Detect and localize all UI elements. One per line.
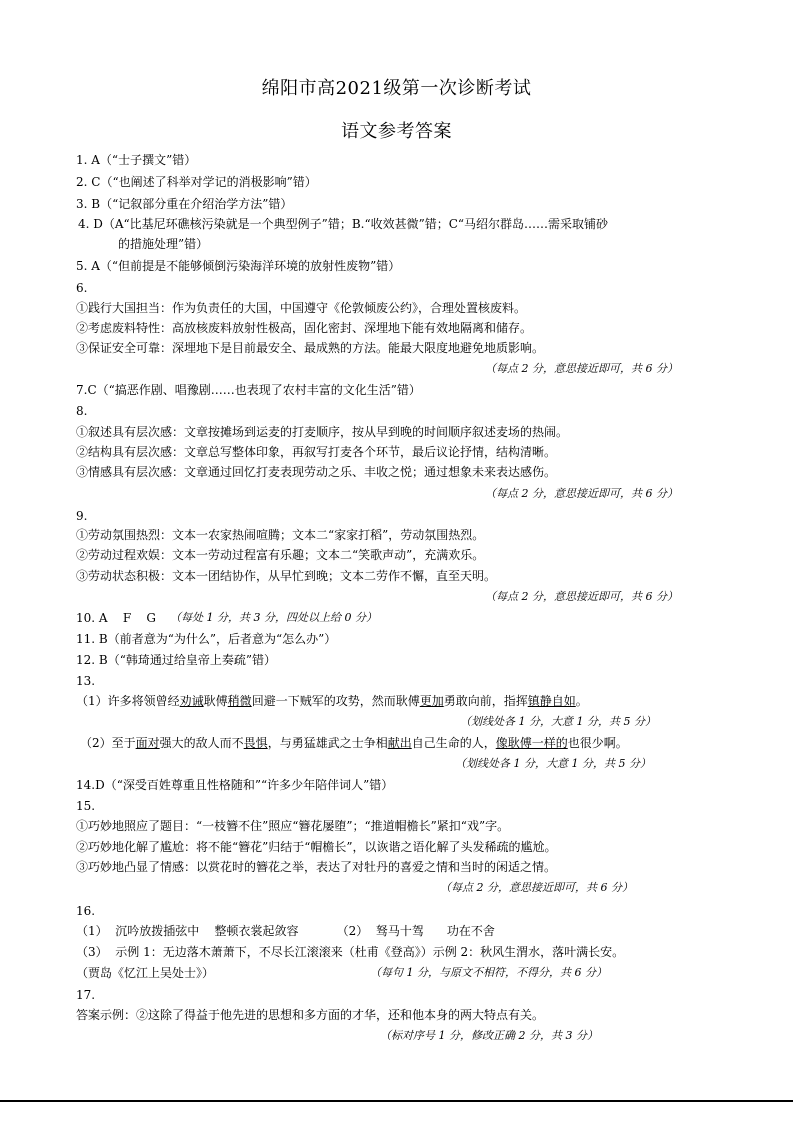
text-segment: （1）许多将领曾经 [76, 694, 180, 708]
text-segment: 。 [575, 694, 588, 708]
underlined-segment: 献出 [387, 736, 412, 750]
answer-8-point-1: ①叙述具有层次感：文章按摊场到运麦的打麦顺序，按从早到晚的时间顺序叙述麦场的热闹。 [76, 425, 569, 439]
answer-17-example: 答案示例：②这除了得益于他先进的思想和多方面的才华，还和他本身的两大特点有关。 [76, 1008, 545, 1022]
answer-1: 1. A（“士子撰文”错） [76, 153, 197, 167]
text-segment: 也很少啊。 [567, 736, 628, 750]
answer-9-number: 9. [76, 509, 88, 523]
answer-8-point-2: ②结构具有层次感：文章总写整体印象，再叙写打麦各个环节，最后议论抒情，结构清晰。 [76, 445, 557, 459]
answer-7: 7.C（“搞恶作剧、唱豫剧……也表现了农村丰富的文化生活”错） [76, 383, 421, 397]
answer-15-scoring-note: （每点 2 分，意思接近即可，共 6 分） [440, 881, 633, 894]
answer-9-point-1: ①劳动氛围热烈：文本一农家热闹喧腾；文本二“家家打稻”，劳动氛围热烈。 [76, 528, 485, 542]
answer-4-line2: 的措施处理”错） [118, 237, 209, 251]
text-segment: 自己生命的人， [411, 736, 496, 750]
text-segment: 勇敢向前，指挥 [443, 694, 528, 708]
text-segment: 强大的敌人而不 [159, 736, 244, 750]
answer-13-1-scoring-note: （划线处各 1 分，大意 1 分，共 5 分） [460, 715, 656, 728]
text-segment: ，与勇猛雄武之士争相 [267, 736, 388, 750]
exam-title: 绵阳市高2021级第一次诊断考试 [261, 78, 532, 99]
text-segment: 耿傅 [203, 694, 228, 708]
answer-15-point-1: ①巧妙地照应了题目：“一枝簪不住”照应“簪花屡堕”；“推道帽檐长”紧扣“戏”字。 [76, 819, 510, 833]
answer-12: 12. B（“韩琦通过给皇帝上奏疏”错） [76, 653, 276, 667]
answer-13-translation-1 [76, 693, 588, 709]
answer-8-point-3: ③情感具有层次感：文章通过回忆打麦表现劳动之乐、丰收之悦；通过想象未来表达感伤。 [76, 465, 557, 479]
underlined-segment: 劝诫 [179, 694, 204, 708]
answer-3: 3. B（“记叙部分重在介绍治学方法”错） [76, 197, 293, 211]
answer-2: 2. C（“也阐述了科举对学记的消极影响”错） [76, 175, 317, 189]
answer-17-scoring-note: （标对序号 1 分，修改正确 2 分，共 3 分） [380, 1029, 598, 1042]
answer-10-scoring-note: （每处 1 分，共 3 分，四处以上给 0 分） [170, 611, 377, 624]
answer-13-2-scoring-note: （划线处各 1 分，大意 1 分，共 5 分） [455, 757, 651, 770]
answer-6-point-2: ②考虑废料特性：高放核废料放射性极高，固化密封、深埋地下能有效地隔离和储存。 [76, 321, 533, 335]
answer-10: 10. A F G [76, 611, 156, 625]
answer-6-number: 6. [76, 281, 88, 295]
answer-13-number: 13. [76, 674, 96, 688]
underlined-segment: 更加 [419, 694, 444, 708]
answer-key-subtitle: 语文参考答案 [341, 121, 452, 142]
underlined-segment: 畏惧 [243, 736, 268, 750]
answer-16-scoring-note: （每句 1 分，与原文不相符，不得分，共 6 分） [370, 966, 607, 979]
answer-17-number: 17. [76, 988, 96, 1002]
answer-16-line-2: （3） 示例 1：无边落木萧萧下，不尽长江滚滚来（杜甫《登高》）示例 2：秋风生渭水，落叶满长安。 [76, 945, 625, 959]
page-bottom-rule [0, 1100, 793, 1102]
answer-6-scoring-note: （每点 2 分，意思接近即可，共 6 分） [485, 362, 678, 375]
answer-8-number: 8. [76, 404, 88, 418]
underlined-segment: 稍微 [227, 694, 252, 708]
underlined-segment: 镇静自如 [527, 694, 576, 708]
answer-16-line-3: （贾岛《忆江上吴处士》） [76, 966, 215, 980]
answer-14: 14.D（“深受百姓尊重且性格随和”“许多少年陪伴词人”错） [76, 778, 394, 792]
answer-8-scoring-note: （每点 2 分，意思接近即可，共 6 分） [485, 487, 678, 500]
answer-16-number: 16. [76, 904, 96, 918]
text-segment: （2）至于 [80, 736, 136, 750]
answer-9-point-2: ②劳动过程欢娱：文本一劳动过程富有乐趣；文本二“笑歌声动”，充满欢乐。 [76, 548, 485, 562]
answer-11: 11. B（前者意为“为什么”，后者意为“怎么办”） [76, 632, 337, 646]
answer-9-point-3: ③劳动状态积极：文本一团结协作，从早忙到晚；文本二劳作不懈，直至天明。 [76, 569, 497, 583]
underlined-segment: 像耿傅一样的 [495, 736, 568, 750]
underlined-segment: 面对 [135, 736, 160, 750]
answer-15-point-2: ②巧妙地化解了尴尬：将不能“簪花”归结于“帽檐长”，以诙谐之语化解了头发稀疏的尴尬。 [76, 840, 557, 854]
answer-6-point-1: ①践行大国担当：作为负责任的大国，中国遵守《伦敦倾废公约》，合理处置核废料。 [76, 301, 527, 315]
answer-9-scoring-note: （每点 2 分，意思接近即可，共 6 分） [485, 590, 678, 603]
answer-13-translation-2 [80, 735, 628, 751]
answer-5: 5. A（“但前提是不能够倾倒污染海洋环境的放射性废物”错） [76, 259, 401, 273]
answer-16-line-1: （1） 沉吟放拨插弦中 整顿衣裳起敛容 （2） 驽马十驾 功在不舍 [76, 924, 495, 938]
answer-6-point-3: ③保证安全可靠：深埋地下是目前最安全、最成熟的方法。能最大限度地避免地质影响。 [76, 341, 545, 355]
text-segment: 回避一下贼军的攻势，然而耿傅 [251, 694, 420, 708]
answer-4-line1: 4. D（A“比基尼环礁核污染就是一个典型例子”错；B.“收效甚微”错；C“马绍尔群岛……需采取铺砂 [78, 217, 609, 231]
answer-15-point-3: ③巧妙地凸显了情感：以赏花时的簪花之举，表达了对牡丹的喜爱之情和当时的闲适之情。 [76, 860, 557, 874]
answer-15-number: 15. [76, 799, 96, 813]
